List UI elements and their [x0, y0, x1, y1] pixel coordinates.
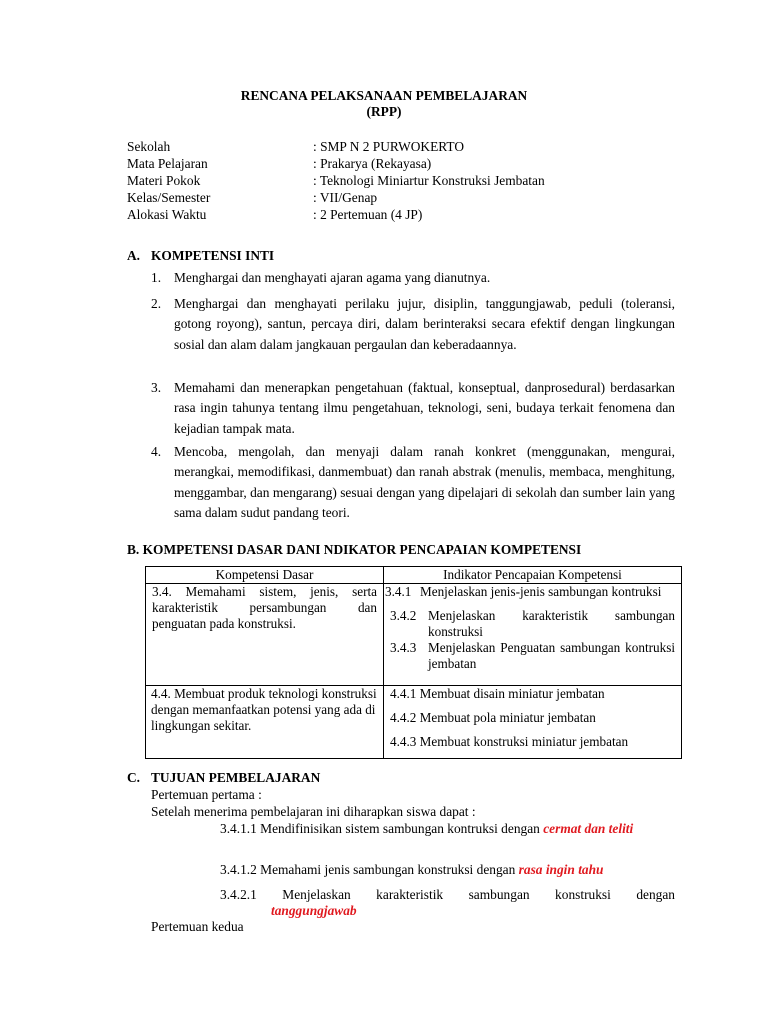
indicator-text: Membuat pola miniatur jembatan	[419, 710, 596, 725]
meeting-two-label: Pertemuan kedua	[151, 919, 244, 934]
ki-text: Menghargai dan menghayati ajaran agama yang dianutnya.	[174, 270, 491, 285]
objective-item	[220, 862, 604, 878]
indicator-code: 3.4.3	[390, 640, 417, 655]
objective-item	[202, 821, 675, 837]
document-title: RENCANA PELAKSANAAN PEMBELAJARAN	[240, 88, 528, 103]
identity-value: : 2 Pertemuan (4 JP)	[313, 207, 423, 222]
indicator-item	[385, 584, 675, 600]
kd-cell: 4.4. Membuat produk teknologi konstruksi dengan memanfaatkan potensi yang ada di lingkungan sekitar.	[146, 686, 384, 759]
meeting-one-label: Pertemuan pertama :	[151, 787, 262, 802]
indicator-item	[390, 734, 675, 750]
ki-item-2	[151, 294, 675, 355]
indicator-code: 4.4.3	[390, 734, 417, 749]
objective-text: 3.4.2.1 Menjelaskan karakteristik sambungan konstruksi dengan	[220, 887, 675, 902]
indicator-item	[390, 640, 675, 672]
objective-text: 3.4.1.1 Mendifinisikan sistem sambungan kontruksi dengan	[220, 821, 540, 836]
indicator-text: Membuat disain miniatur jembatan	[419, 686, 605, 701]
kd-table	[145, 566, 682, 759]
indicator-code: 3.4.1	[385, 584, 412, 599]
indicator-text: Membuat konstruksi miniatur jembatan	[419, 734, 629, 749]
identity-value: : SMP N 2 PURWOKERTO	[313, 139, 464, 154]
ki-text: Mencoba, mengolah, dan menyaji dalam ranah konkret (menggunakan, mengurai, merangkai, memodifikasi, danmembuat) dan ranah abstrak (menulis, membaca, menghitung, menggambar, dan mengarang) sesuai dengan yang dipelajari di sekolah dan sumber lain yang sama dalam sudut pandang teori.	[174, 444, 675, 521]
column-header-indicator: Indikator Pencapaian Kompetensi	[384, 567, 682, 584]
indicator-text: Menjelaskan Penguatan sambungan kontruksi jembatan	[428, 640, 675, 671]
indicator-code: 4.4.2	[390, 710, 417, 725]
table-row	[146, 584, 682, 686]
ki-item-4	[151, 442, 675, 524]
ki-text: Menghargai dan menghayati perilaku jujur, disiplin, tanggungjawab, peduli (toleransi, gotong royong), santun, percaya diri, dalam berinteraksi secara efektif dengan lingkungan sosial dan alam dalam jangkauan pergaulan dan keberadaannya.	[174, 296, 675, 352]
identity-label: Sekolah	[127, 139, 171, 154]
objective-highlight: rasa ingin tahu	[518, 862, 604, 877]
section-title: KOMPETENSI INTI	[151, 248, 275, 263]
section-letter: C.	[127, 770, 141, 785]
table-header-row	[146, 567, 682, 584]
kd-cell: 3.4. Memahami sistem, jenis, serta karakteristik persambungan dan penguatan pada konstruksi.	[146, 584, 384, 686]
ki-number: 3.	[151, 380, 162, 395]
identity-value: : Teknologi Miniartur Konstruksi Jembatan	[313, 173, 545, 188]
document-subtitle: (RPP)	[366, 104, 402, 119]
indicator-cell	[384, 584, 682, 686]
ki-number: 2.	[151, 296, 162, 311]
indicator-text: Menjelaskan karakteristik sambungan konstruksi	[428, 608, 675, 639]
identity-label: Mata Pelajaran	[127, 156, 208, 171]
identity-label: Alokasi Waktu	[127, 207, 207, 222]
section-c-heading	[127, 770, 320, 786]
ki-text: Memahami dan menerapkan pengetahuan (faktual, konseptual, danprosedural) berdasarkan rasa ingin tahunya tentang ilmu pengetahuan, teknologi, seni, budaya terkait fenomena dan kejadian tampak mata.	[174, 380, 675, 436]
identity-label: Kelas/Semester	[127, 190, 211, 205]
table-row	[146, 686, 682, 759]
indicator-item	[390, 608, 675, 640]
section-a-heading	[127, 248, 274, 264]
ki-item-1	[151, 268, 675, 288]
objective-highlight: cermat dan teliti	[543, 821, 634, 836]
ki-item-3	[151, 378, 675, 439]
ki-number: 4.	[151, 444, 162, 459]
indicator-item	[390, 710, 675, 726]
identity-label: Materi Pokok	[127, 173, 201, 188]
indicator-text: Menjelaskan jenis-jenis sambungan kontruksi	[420, 584, 662, 599]
objective-intro: Setelah menerima pembelajaran ini diharapkan siswa dapat :	[151, 804, 476, 819]
indicator-code: 3.4.2	[390, 608, 417, 623]
section-title: TUJUAN PEMBELAJARAN	[151, 770, 321, 785]
objective-highlight: tanggungjawab	[271, 903, 357, 918]
section-b-heading: B. KOMPETENSI DASAR DANI NDIKATOR PENCAPAIAN KOMPETENSI	[127, 542, 582, 557]
indicator-code: 4.4.1	[390, 686, 417, 701]
column-header-kd: Kompetensi Dasar	[146, 567, 384, 584]
indicator-item	[390, 686, 675, 702]
identity-value: : VII/Genap	[313, 190, 378, 205]
objective-item	[220, 887, 675, 919]
objective-text: 3.4.1.2 Memahami jenis sambungan konstruksi dengan	[220, 862, 516, 877]
indicator-cell	[384, 686, 682, 759]
ki-number: 1.	[151, 270, 162, 285]
identity-value: : Prakarya (Rekayasa)	[313, 156, 432, 171]
section-letter: A.	[127, 248, 141, 263]
